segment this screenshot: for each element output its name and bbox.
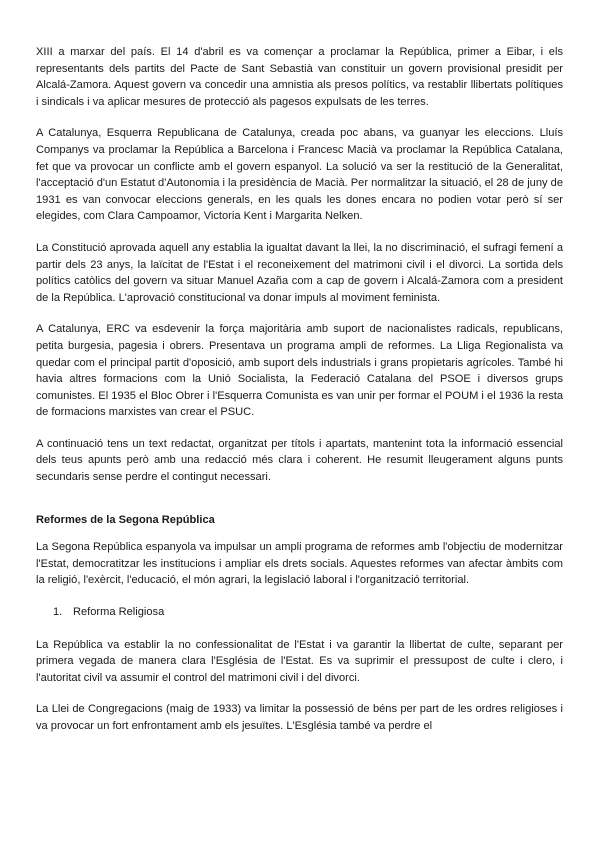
- intro-paragraph-5: A continuació tens un text redactat, organitzat per títols i apartats, mantenint tota la informació essencial dels teus apunts però amb una redacció més clara i coherent. He resumit lleugerament alguns punts secundaris sense perdre el contingut necessari.: [36, 437, 563, 484]
- intro-paragraph-2: A Catalunya, Esquerra Republicana de Catalunya, creada poc abans, va guanyar les eleccions. Lluís Companys va proclamar la República a Barcelona i Francesc Macià va proclamar la República Catalana, fet que va provocar un conflicte amb el govern espanyol. La solució va ser la restitució de la Generalitat, l'acceptació d'un Estatut d'Autonomia i la presidència de Macià. Per normalitzar la situació, el 28 de juny de 1931 es van convocar eleccions generals, en les quals les dones encara no podien votar però sí ser elegides, com Clara Campoamor, Victoria Kent i Margarita Nelken.: [36, 127, 563, 223]
- subsection-title: Reforma Religiosa: [73, 606, 165, 619]
- religious-paragraph-1: La República va establir la no confessionalitat de l'Estat i va garantir la llibertat de culte, separant per primera vegada de manera clara l'Església de l'Estat. Es va suprimir el pressupost de culte i clero, i l'autoritat civil va assumir el control del matrimoni civil i del divorci.: [36, 638, 563, 684]
- section-heading: Reformes de la Segona República: [36, 513, 215, 526]
- intro-paragraph-1: XIII a marxar del país. El 14 d'abril es va començar a proclamar la República, primer a Eibar, i els representants dels partits del Pacte de Sant Sebastià van constituir un govern provisional presidit per Alcalá-Zamora. Aquest govern va concedir una amnistia als presos polítics, va restablir llibertats polítiques i sindicals i va aplicar mesures de protecció als pagesos expulsats de les terres.: [36, 46, 563, 108]
- section-intro-paragraph: La Segona República espanyola va impulsar un ampli programa de reformes amb l'objectiu de modernitzar l'Estat, democratitzar les institucions i ampliar els drets socials. Aquestes reformes van afectar àmbits com la religió, l'exèrcit, l'educació, el món agrari, la legislació laboral i l'organització territorial.: [36, 541, 563, 587]
- document-page: [36, 44, 563, 750]
- intro-paragraph-3: La Constitució aprovada aquell any establia la igualtat davant la llei, la no discriminació, el sufragi femení a partir dels 23 anys, la laïcitat de l'Estat i el reconeixement del matrimoni civil i el divorci. La sortida dels polítics catòlics del govern va situar Manuel Azaña com a cap de govern i Alcalá-Zamora com a president de la República. L'aprovació constitucional va donar impuls al moviment feminista.: [36, 241, 563, 304]
- religious-paragraph-2: La Llei de Congregacions (maig de 1933) va limitar la possessió de béns per part de les ordres religioses i va provocar un fort enfrontament amb els jesuïtes. L'Església també va perdre el: [36, 703, 563, 732]
- subsection-heading: [36, 604, 563, 621]
- intro-paragraph-4: A Catalunya, ERC va esdevenir la força majoritària amb suport de nacionalistes radicals, republicans, petita burgesia, pagesia i obrers. Presentava un programa ampli de reformes. La Lliga Regionalista va quedar com el principal partit d'oposició, amb suport dels industrials i grans propietaris agrícoles. També hi havia altres formacions com la Unió Socialista, la Federació Catalana del PSOE i diversos grups comunistes. El 1935 el Bloc Obrer i l'Esquerra Comunista es van unir per formar el POUM i el 1936 la resta de formacions marxistes van crear el PSUC.: [36, 323, 563, 419]
- subsection-number: 1.: [53, 606, 63, 619]
